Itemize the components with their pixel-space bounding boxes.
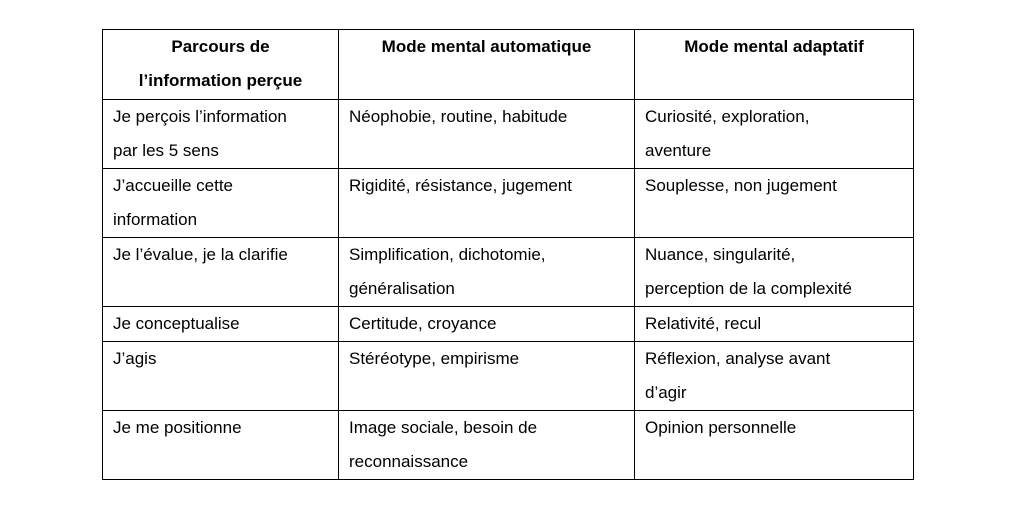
cell-line: généralisation xyxy=(349,279,455,298)
table-row xyxy=(103,342,914,411)
cell-line: Souplesse, non jugement xyxy=(645,176,837,195)
cell-line: Réflexion, analyse avant xyxy=(645,349,831,368)
adaptive-cell xyxy=(635,100,914,169)
table-row xyxy=(103,238,914,307)
automatic-cell xyxy=(339,411,635,480)
cell-line: Certitude, croyance xyxy=(349,314,497,333)
cell-line: Rigidité, résistance, jugement xyxy=(349,176,573,195)
header-line: Mode mental adaptatif xyxy=(684,37,864,56)
adaptive-cell xyxy=(635,342,914,411)
cell-line: J’agis xyxy=(113,349,157,368)
header-cell-adaptive-mode xyxy=(635,30,914,100)
cell-line: aventure xyxy=(645,141,712,160)
automatic-cell xyxy=(339,342,635,411)
cell-line: Simplification, dichotomie, xyxy=(349,245,546,264)
comparison-table xyxy=(102,29,914,480)
step-cell xyxy=(103,169,339,238)
adaptive-cell xyxy=(635,307,914,342)
cell-line: par les 5 sens xyxy=(113,141,219,160)
cell-line: Relativité, recul xyxy=(645,314,762,333)
table-row xyxy=(103,307,914,342)
cell-line: Nuance, singularité, xyxy=(645,245,796,264)
step-cell xyxy=(103,342,339,411)
cell-line: Je l’évalue, je la clarifie xyxy=(113,245,288,264)
cell-line: d’agir xyxy=(645,383,687,402)
step-cell xyxy=(103,100,339,169)
cell-line: perception de la complexité xyxy=(645,279,852,298)
cell-line: information xyxy=(113,210,198,229)
cell-line: Image sociale, besoin de xyxy=(349,418,538,437)
header-cell-information-path xyxy=(103,30,339,100)
automatic-cell xyxy=(339,100,635,169)
step-cell xyxy=(103,307,339,342)
cell-line: Je me positionne xyxy=(113,418,242,437)
header-cell-automatic-mode xyxy=(339,30,635,100)
adaptive-cell xyxy=(635,411,914,480)
automatic-cell xyxy=(339,307,635,342)
table-row xyxy=(103,169,914,238)
cell-line: Néophobie, routine, habitude xyxy=(349,107,568,126)
automatic-cell xyxy=(339,238,635,307)
cell-line: Curiosité, exploration, xyxy=(645,107,810,126)
table-header-row xyxy=(103,30,914,100)
adaptive-cell xyxy=(635,238,914,307)
table-row xyxy=(103,100,914,169)
cell-line: Stéréotype, empirisme xyxy=(349,349,520,368)
header-line: l’information perçue xyxy=(138,71,303,90)
step-cell xyxy=(103,411,339,480)
automatic-cell xyxy=(339,169,635,238)
cell-line: Opinion personnelle xyxy=(645,418,797,437)
cell-line: reconnaissance xyxy=(349,452,469,471)
header-line: Parcours de xyxy=(171,37,270,56)
table-row xyxy=(103,411,914,480)
adaptive-cell xyxy=(635,169,914,238)
cell-line: J’accueille cette xyxy=(113,176,234,195)
cell-line: Je conceptualise xyxy=(113,314,240,333)
step-cell xyxy=(103,238,339,307)
cell-line: Je perçois l’information xyxy=(113,107,287,126)
header-line: Mode mental automatique xyxy=(381,37,592,56)
